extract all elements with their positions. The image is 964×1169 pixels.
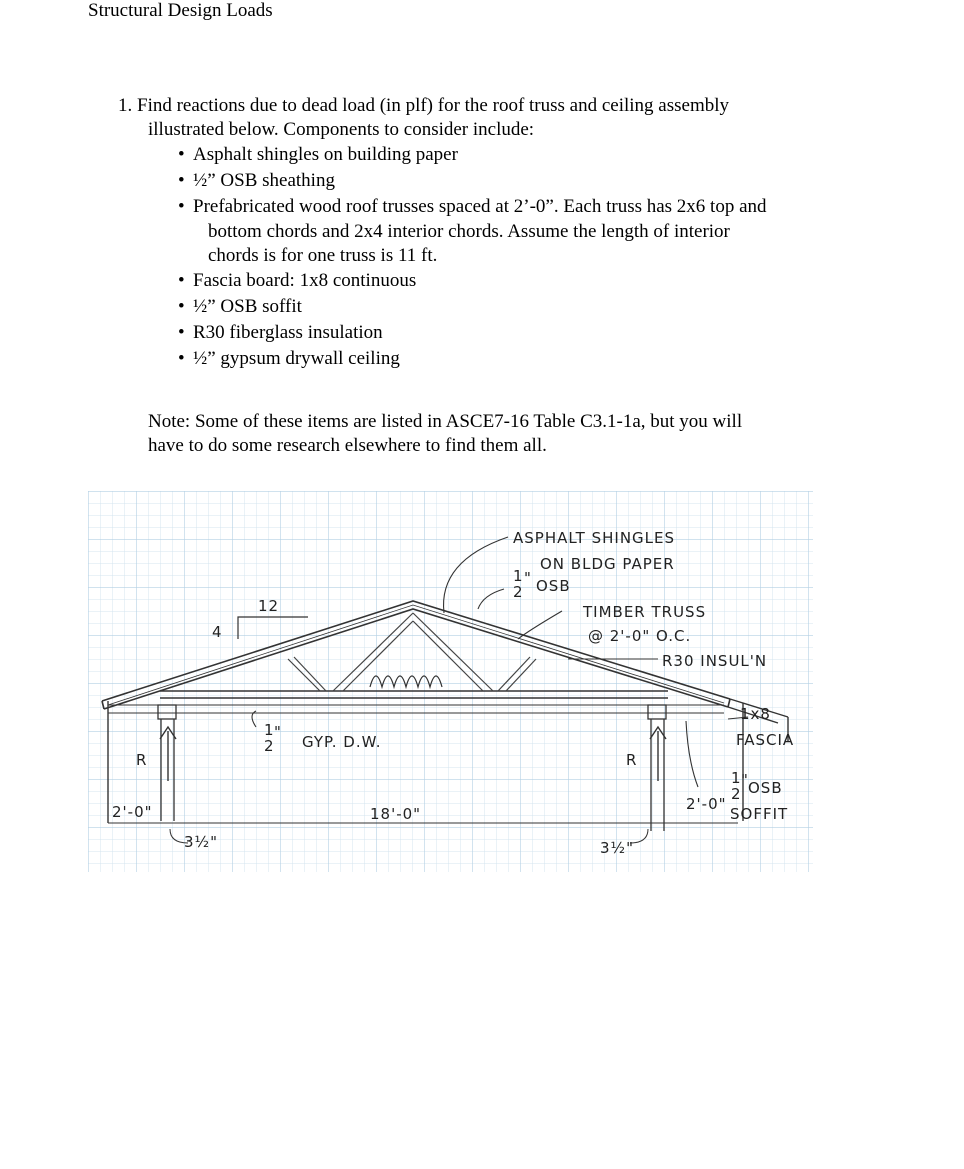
label-osb-frac-num: 1 [513,567,524,585]
component-text-continued: chords is for one truss is 11 ft. [208,245,438,266]
question-line-1: 1. Find reactions due to dead load (in plf) for the roof truss and ceiling assembly [118,95,730,116]
component-item [178,320,838,346]
label-truss-1: TIMBER TRUSS [583,603,707,621]
component-text-continued: bottom chords and 2x4 interior chords. Assume the length of interior [208,221,730,242]
label-osb-inch: " [524,569,532,587]
question-line-2: illustrated below. Components to consider include: [148,119,535,140]
label-shingles-1: ASPHALT SHINGLES [513,529,676,547]
page-header: Structural Design Loads [88,0,273,21]
component-list [118,142,838,372]
component-text: Fascia board: 1x8 continuous [193,270,417,291]
label-overhang-left: 2'-0" [112,803,153,821]
label-soffit-2: SOFFIT [730,805,789,823]
label-shingles-2: ON BLDG PAPER [540,555,675,573]
note-line-1: Note: Some of these items are listed in ASCE7-16 Table C3.1-1a, but you will [148,411,743,432]
note-line-2: have to do some research elsewhere to find them all. [148,435,547,456]
component-item [178,168,838,194]
component-item [178,346,838,372]
component-item [178,142,838,168]
label-truss-2: @ 2'-0" O.C. [588,627,692,645]
label-bearing-right: 3½" [600,839,634,857]
label-reaction-right: R [626,751,638,769]
component-text: ½” gypsum drywall ceiling [193,348,400,369]
label-gyp-frac-num: 1 [264,721,275,739]
component-text: ½” OSB sheathing [193,170,335,191]
label-soffit-frac-den: 2 [731,785,742,803]
label-slope-run: 12 [258,597,280,615]
component-text: Asphalt shingles on building paper [193,144,458,165]
label-reaction-left: R [136,751,148,769]
label-span: 18'-0" [370,805,422,823]
label-fascia-2: FASCIA [736,731,795,749]
component-item [178,294,838,320]
component-item [178,268,838,294]
label-gyp-frac-den: 2 [264,737,275,755]
label-slope-rise: 4 [212,623,223,641]
label-bearing-left: 3½" [184,833,218,851]
label-insulation: R30 INSUL'N [662,652,768,670]
label-soffit-frac-num: 1 [731,769,742,787]
question-1 [118,94,838,372]
truss-diagram [88,491,813,872]
label-fascia-1: 1x8 [740,705,771,723]
graph-paper-grid [88,491,813,872]
label-overhang-right: 2'-0" [686,795,727,813]
label-gypsum: GYP. D.W. [302,733,382,751]
component-item [178,194,838,268]
component-text: Prefabricated wood roof trusses spaced at 2’-0”. Each truss has 2x6 top and [193,196,767,217]
label-gyp-inch: " [274,723,282,741]
note [148,410,828,458]
component-text: ½” OSB soffit [193,296,302,317]
label-soffit-inch: " [741,771,749,789]
label-osb: OSB [536,577,571,595]
label-osb-frac-den: 2 [513,583,524,601]
component-text: R30 fiberglass insulation [193,322,383,343]
label-soffit-1: OSB [748,779,783,797]
